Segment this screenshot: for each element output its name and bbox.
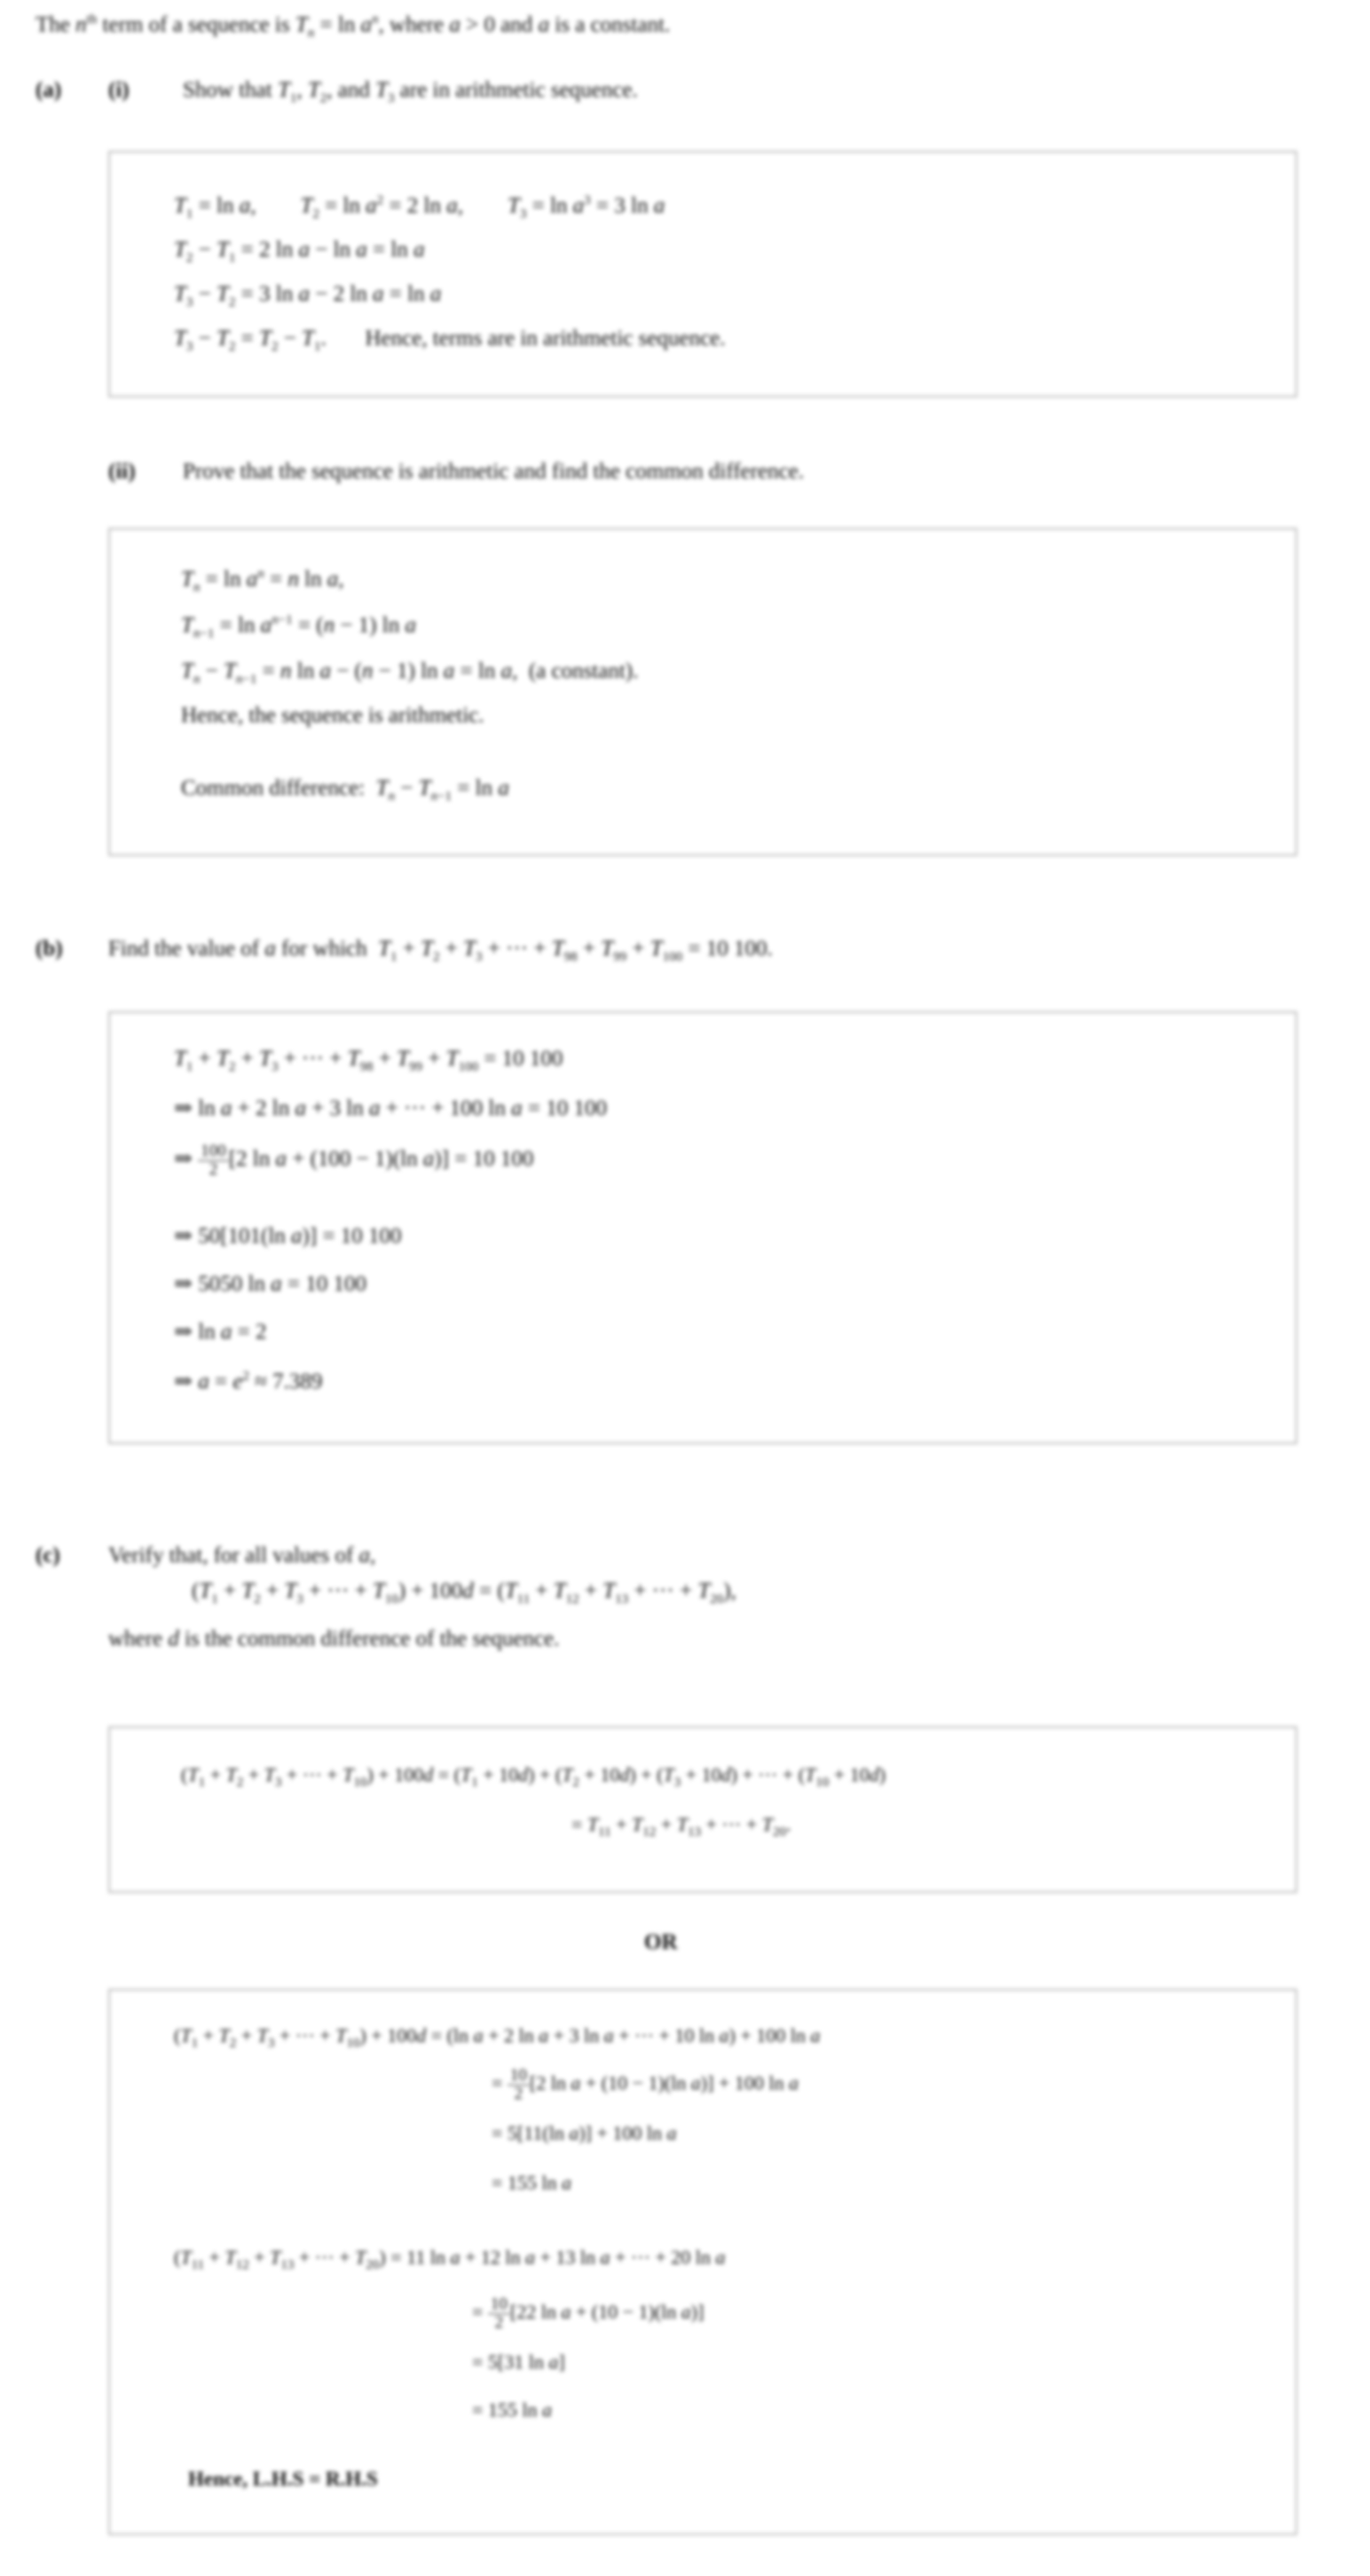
part-a-ii-prompt: Prove that the sequence is arithmetic and find the common difference. — [183, 459, 804, 483]
answer-line: = $T_{11} + T_{12} + T_{13}$ + ··· + $T_{20}$. — [571, 1813, 791, 1840]
answer-line: $T_3 - T_2 = 3$ ln a − 2 ln a = ln a — [174, 282, 442, 310]
answer-line: Hence, the sequence is arithmetic. — [181, 703, 484, 727]
answer-line: ⇒ ln a = 2 — [174, 1320, 267, 1344]
answer-box-c-method-1 — [108, 1726, 1297, 1893]
common-difference-line: Common difference: $T_n - T_{n-1} = \ln a$ — [181, 776, 509, 804]
answer-line: $T_{n-1} = \ln a^{n-1} = (n - 1)$ ln a — [181, 613, 416, 641]
answer-line: ($T_1 + T_2 + T_3$ + ··· + $T_{10}) + 100d = (T_1 + 10d) + (T_2 + 10d) + (T_3 + 10d)$ + ··· + $(T_{10} + 10d)$ — [181, 1763, 886, 1790]
answer-line: ⇒ 50[101(ln a)] = 10 100 — [174, 1224, 402, 1248]
answer-line: = 155 ln a — [492, 2172, 572, 2194]
answer-line: ⇒ $a = e^2 \approx 7.389$ — [174, 1369, 323, 1394]
answer-box-c-method-2 — [108, 1989, 1297, 2535]
or-separator: OR — [644, 1930, 678, 1954]
part-c-prompt-line3: where d is the common difference of the sequence. — [108, 1627, 560, 1651]
part-a-label: (a) — [35, 78, 62, 102]
answer-line: = 5[31 ln a] — [472, 2351, 565, 2373]
answer-line: ⇒ 5050 ln a = 10 100 — [174, 1272, 367, 1296]
conclusion-line: Hence, L.H.S = R.H.S — [188, 2468, 378, 2490]
answer-line: $T_1 + T_2 + T_3$ + ··· + $T_{98} + T_{99} + T_{100} = 10$ 100 — [174, 1047, 563, 1074]
part-a-i-prompt: Show that $T_1$, $T_2$, and $T_3$ are in arithmetic sequence. — [183, 78, 638, 106]
answer-line: ⇒ ln a + 2 ln a + 3 ln a + ··· + 100 ln a = 10 100 — [174, 1096, 607, 1120]
answer-line: = 155 ln a — [472, 2399, 553, 2421]
answer-line: $T_n = \ln a^n = n$ ln a, — [181, 567, 344, 595]
answer-line: $T_n - T_{n-1} = n$ ln a − (n − 1) ln a = ln a, (a constant). — [181, 659, 639, 687]
answer-box-a-i — [108, 151, 1297, 397]
part-c-label: (c) — [35, 1543, 60, 1567]
part-b-prompt: Find the value of a for which $T_1 + T_2 + T_3$ + ··· + $T_{98} + T_{99} + T_{100} = 10$ 100. — [108, 937, 773, 964]
answer-line: = $\frac{10}{2}$ [22 ln a + (10 − 1)(ln a)] — [472, 2295, 705, 2332]
answer-line: = $\frac{10}{2}$ [2 ln a + (10 − 1)(ln a)] + 100 ln a — [492, 2066, 799, 2103]
part-a-i-label: (i) — [108, 78, 130, 102]
answer-line: ($T_1 + T_2 + T_3$ + ··· + $T_{10}) + 100d = (\ln$ a + 2 ln a + 3 ln a + ··· + 10 ln a) + 100 ln a — [174, 2024, 821, 2051]
answer-line: ($T_{11} + T_{12} + T_{13}$ + ··· + $T_{20}) = 11$ ln a + 12 ln a + 13 ln a + ··· + 20 ln a — [174, 2246, 726, 2273]
part-c-prompt-line2: ($T_1 + T_2 + T_3$ + ··· + $T_{10}) + 100d = (T_{11} + T_{12} + T_{13}$ + ··· + $T_{20}$), — [192, 1579, 736, 1606]
part-b-label: (b) — [35, 937, 63, 961]
part-c-prompt-line1: Verify that, for all values of a, — [108, 1543, 376, 1567]
answer-line: $T_3 - T_2 = T_2 - T_1$. Hence, terms are in arithmetic sequence. — [174, 326, 726, 354]
answer-line: = 5[11(ln a)] + 100 ln a — [492, 2122, 677, 2144]
part-a-ii-label: (ii) — [108, 459, 136, 483]
answer-box-a-ii — [108, 528, 1297, 856]
answer-box-b — [108, 1011, 1297, 1444]
answer-line: $T_2 - T_1 = 2$ ln a − ln a = ln a — [174, 238, 425, 265]
answer-line: $T_1 = \ln a$, $T_2 = \ln a^2 = 2$ ln a, $T_3 = \ln a^3 = 3$ ln a — [174, 193, 665, 222]
answer-line: ⇒ $\frac{100}{2}$ [2 ln a + (100 − 1)(ln a)] = 10 100 — [174, 1142, 534, 1179]
problem-intro: The $n^{th}$ term of a sequence is $T_n = \ln a^n$, where a > 0 and a is a constant. — [35, 12, 671, 41]
